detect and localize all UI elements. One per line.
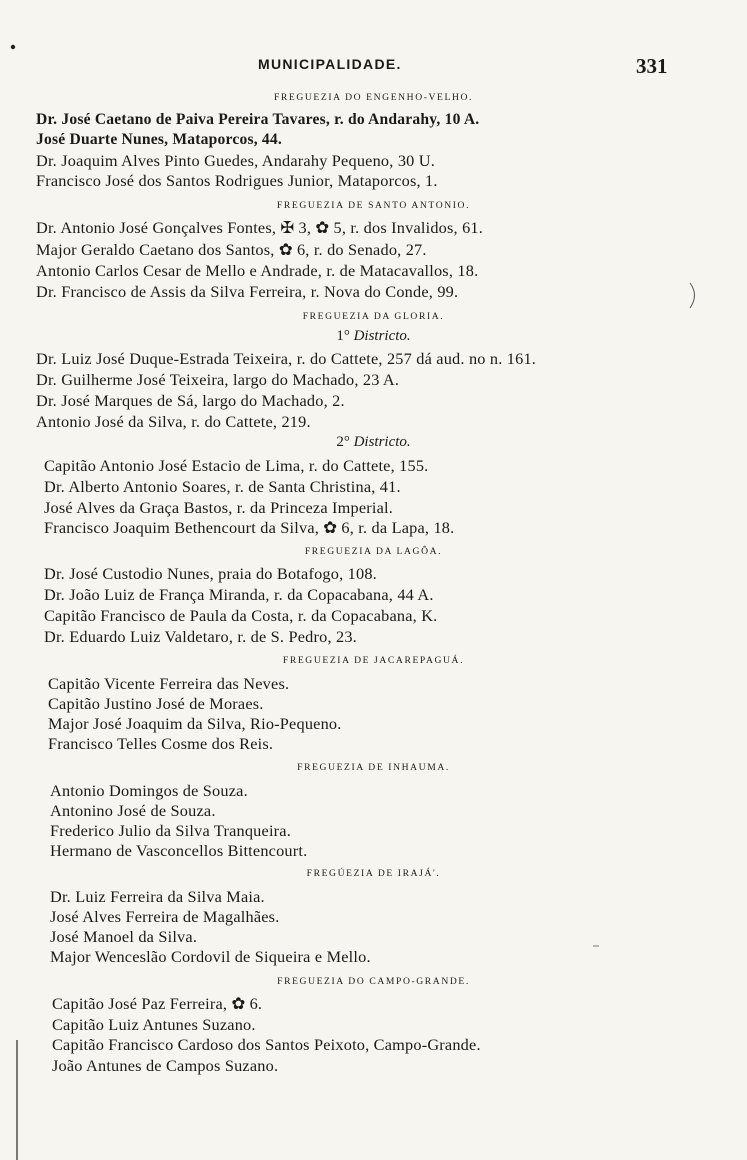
entry-line: Dr. José Marques de Sá, largo do Machado, 2. (36, 391, 345, 410)
entry-line: Dr. João Luiz de França Miranda, r. da Copacabana, 44 A. (44, 585, 434, 604)
district-heading (0, 433, 747, 451)
section-heading: FREGUEZIA DA LAGÔA. (304, 546, 443, 557)
entry-line: Dr. José Caetano de Paiva Pereira Tavares, r. do Andarahy, 10 A. (36, 111, 480, 128)
ink-dot (11, 45, 15, 49)
entry-line: Antonino José de Souza. (50, 801, 216, 820)
entry-line: Major José Joaquim da Silva, Rio-Pequeno. (48, 714, 342, 733)
section-heading: FREGUEZIA DA GLORIA. (302, 311, 445, 322)
entry-line: Dr. Antonio José Gonçalves Fontes, ✠ 3, ✿ 5, r. dos Invalidos, 61. (36, 218, 484, 237)
entry-line: Dr. Guilherme José Teixeira, largo do Machado, 23 A. (36, 370, 400, 389)
entry-line: Antonio Carlos Cesar de Mello e Andrade, r. de Matacavallos, 18. (36, 261, 479, 280)
section-heading: FREGUEZIA DE INHAUMA. (297, 762, 450, 773)
entry-line: Major Geraldo Caetano dos Santos, ✿ 6, r. do Senado, 27. (36, 240, 427, 259)
bracket-mark (690, 283, 695, 308)
district-label: Districto. (353, 328, 411, 344)
page-header (0, 54, 747, 78)
entry-line: José Alves Ferreira de Magalhães. (50, 907, 280, 926)
entry-line: Antonio José da Silva, r. do Cattete, 219. (36, 412, 311, 431)
entry-line: Dr. Francisco de Assis da Silva Ferreira, r. Nova do Conde, 99. (36, 282, 459, 301)
entry-line: Dr. Eduardo Luiz Valdetaro, r. de S. Pedro, 23. (44, 627, 357, 646)
section-heading: FREGUEZIA DE JACAREPAGUÁ. (282, 655, 465, 666)
entry-line: Capitão José Paz Ferreira, ✿ 6. (52, 994, 263, 1013)
entry-line: Capitão Vicente Ferreira das Neves. (48, 674, 290, 693)
district-number: 1° (336, 328, 350, 344)
entry-line: José Duarte Nunes, Mataporcos, 44. (36, 131, 283, 148)
running-title: MUNICIPALIDADE. (258, 56, 402, 72)
entry-line: Hermano de Vasconcellos Bittencourt. (50, 841, 308, 860)
entry-line: Dr. Joaquim Alves Pinto Guedes, Andarahy Pequeno, 30 U. (36, 151, 435, 170)
entry-line: José Manoel da Silva. (50, 927, 198, 946)
entry-line: João Antunes de Campos Suzano. (52, 1056, 279, 1075)
entry-line: Dr. José Custodio Nunes, praia do Botafogo, 108. (44, 564, 377, 583)
district-label: Districto. (353, 434, 411, 450)
district-heading (0, 327, 747, 345)
entry-line: Capitão Justino José de Moraes. (48, 694, 264, 713)
entry-line: Antonio Domingos de Souza. (50, 781, 248, 800)
section-heading: FREGÚEZIA DE IRAJÁ'. (306, 868, 441, 879)
page-number: 331 (636, 54, 668, 78)
section-heading: FREGUEZIA DO CAMPO-GRANDE. (277, 976, 470, 987)
entry-line: José Alves da Graça Bastos, r. da Princeza Imperial. (44, 498, 394, 517)
entry-line: Major Wenceslão Cordovil de Siqueira e Mello. (50, 947, 371, 966)
entry-line: Francisco Telles Cosme dos Reis. (48, 734, 274, 753)
section-heading: FREGUEZIA DE SANTO ANTONIO. (276, 200, 471, 211)
entry-line: Dr. Luiz José Duque-Estrada Teixeira, r. do Cattete, 257 dá aud. no n. 161. (36, 349, 537, 368)
entry-line: Dr. Alberto Antonio Soares, r. de Santa Christina, 41. (44, 477, 401, 496)
entry-line: Capitão Luiz Antunes Suzano. (52, 1015, 256, 1034)
entry-line: Francisco José dos Santos Rodrigues Junior, Mataporcos, 1. (36, 171, 438, 190)
entry-line: Dr. Luiz Ferreira da Silva Maia. (50, 887, 265, 906)
entry-line: Capitão Francisco Cardoso dos Santos Peixoto, Campo-Grande. (52, 1035, 481, 1054)
entry-line: Capitão Francisco de Paula da Costa, r. da Copacabana, K. (44, 606, 438, 625)
entry-line: Francisco Joaquim Bethencourt da Silva, ✿ 6, r. da Lapa, 18. (44, 518, 455, 537)
entry-line: Frederico Julio da Silva Tranqueira. (50, 821, 291, 840)
section-heading: FREGUEZIA DO ENGENHO-VELHO. (273, 92, 474, 103)
district-number: 2° (336, 434, 350, 450)
entry-line: Capitão Antonio José Estacio de Lima, r. do Cattete, 155. (44, 456, 429, 475)
